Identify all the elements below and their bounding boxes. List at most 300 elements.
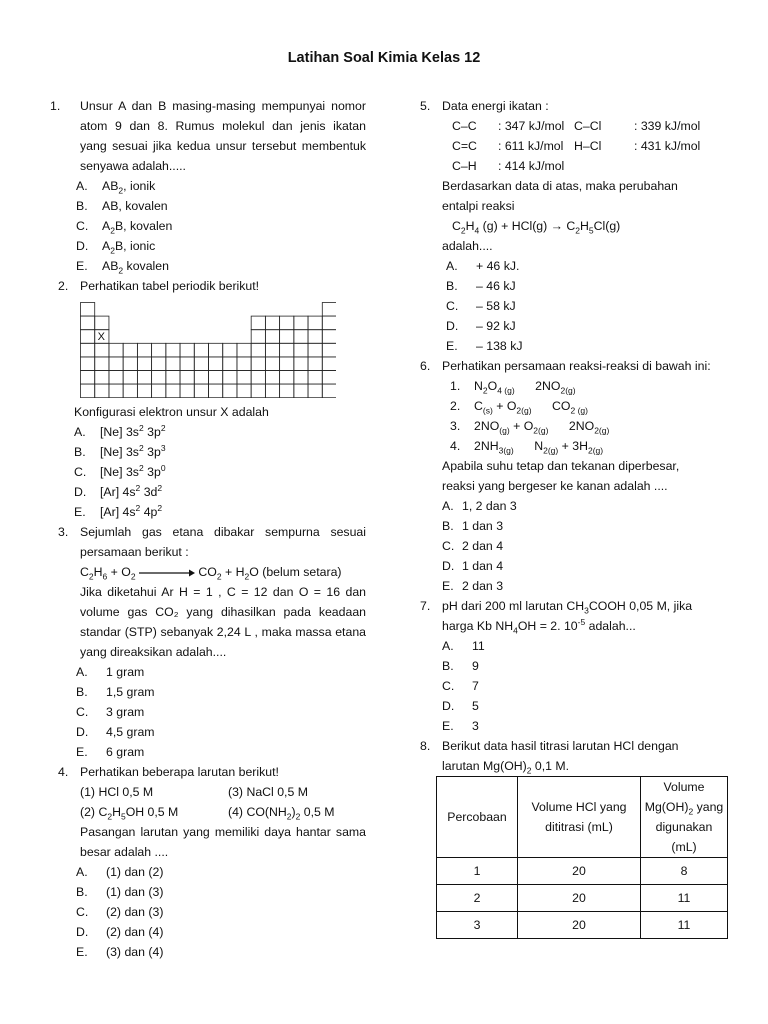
bond-energy-cell: C–H: [452, 159, 477, 173]
option-label: A.: [74, 425, 86, 439]
option-label: D.: [442, 699, 455, 713]
question-text-line: atom 9 dan 8. Rumus molekul dan jenis ikatan: [80, 119, 366, 133]
answer-option: [416, 316, 732, 336]
periodic-table-cell: [81, 330, 95, 344]
option-text: 2 dan 4: [462, 539, 504, 553]
answer-option: [416, 696, 732, 716]
option-text: 2 dan 3: [462, 579, 504, 593]
periodic-table-cell: [95, 384, 109, 398]
reaction-equation: $C_{(s)} + O_{2(g)}$ $CO_{2 (g)}$: [474, 399, 588, 416]
question-text-line: senyawa adalah.....: [80, 159, 186, 173]
table-cell: 11: [641, 912, 728, 939]
question-number: 1.: [50, 99, 61, 113]
solution-2: (2) $C_2H_5OH$ 0,5 M: [80, 805, 179, 822]
option-text: 7: [472, 679, 479, 693]
option-text: + 46 kJ.: [476, 259, 520, 273]
periodic-table-cell: [322, 330, 336, 344]
bond-energy-cell: : 414 kJ/mol: [498, 159, 565, 173]
question-number: 5.: [420, 99, 431, 113]
bond-energy-cell: C–Cl: [574, 119, 602, 133]
periodic-table-cell: [265, 316, 279, 330]
bond-energy-cell: C–C: [452, 119, 477, 133]
periodic-table-cell: [194, 371, 208, 385]
answer-option: [50, 722, 366, 742]
periodic-table-cell: [194, 343, 208, 357]
answer-option: [50, 462, 366, 482]
periodic-table-cell: [123, 371, 137, 385]
periodic-table-cell: [81, 371, 95, 385]
periodic-table-cell: [81, 303, 95, 317]
option-text: – 138 kJ: [476, 339, 523, 353]
question-text-line: 3. Sejumlah gas etana dibakar sempurna sesuai: [50, 522, 366, 542]
option-text: AB, kovalen: [102, 199, 168, 213]
periodic-table-cell: [137, 357, 151, 371]
question-text-line: standar (STP) sebanyak 2,24 L , maka massa etana: [80, 625, 366, 639]
answer-option: [416, 556, 732, 576]
option-label: D.: [76, 725, 89, 739]
solution-3: (3) NaCl 0,5 M: [228, 785, 308, 799]
option-label: C.: [442, 679, 455, 693]
option-text: $AB_2$, ionik: [102, 179, 156, 196]
periodic-table-cell: [194, 357, 208, 371]
periodic-table-cell: [95, 371, 109, 385]
right-column: [416, 96, 732, 946]
periodic-table-cell: [109, 343, 123, 357]
question-text-line: volume gas CO₂ yang dihasilkan pada keadaan: [80, 605, 366, 619]
table-row: [437, 858, 728, 885]
reaction-arrow-icon: [139, 568, 195, 578]
periodic-table-cell: [137, 371, 151, 385]
periodic-table-cell: [265, 357, 279, 371]
question-text-line: larutan $Mg(OH)_2$ 0,1 M.: [442, 759, 570, 776]
answer-option: [416, 336, 732, 356]
question-text-line: adalah....: [442, 239, 493, 253]
option-label: E.: [446, 339, 458, 353]
question-number: 7.: [420, 599, 431, 613]
periodic-table-cell: [251, 330, 265, 344]
left-column: [50, 96, 366, 962]
solution-row: [50, 802, 366, 822]
periodic-table-cell: [308, 357, 322, 371]
option-text: (2) dan (4): [106, 925, 164, 939]
answer-option: [416, 656, 732, 676]
periodic-table-cell: [251, 357, 265, 371]
periodic-table-cell: [194, 384, 208, 398]
option-text: – 46 kJ: [476, 279, 516, 293]
periodic-table-cell: [265, 330, 279, 344]
question-text-line: yang direaksikan adalah....: [80, 645, 227, 659]
bond-energy-cell: C=C: [452, 139, 477, 153]
periodic-table-cell: [152, 384, 166, 398]
table-row: [437, 885, 728, 912]
periodic-table-cell: [223, 343, 237, 357]
periodic-table-cell: [237, 371, 251, 385]
question-text-line: entalpi reaksi: [442, 199, 515, 213]
option-label: B.: [442, 659, 454, 673]
question-text-line: harga Kb $NH_4OH = 2$. $10^{-5}$ adalah...: [442, 616, 636, 636]
question-text-line: 2. Perhatikan tabel periodik berikut!: [50, 276, 366, 296]
periodic-table-cell: [209, 357, 223, 371]
option-text: 4,5 gram: [106, 725, 155, 739]
answer-option: [416, 636, 732, 656]
reaction-label: 1.: [450, 379, 461, 393]
answer-option: [50, 742, 366, 762]
periodic-table-cell: [308, 316, 322, 330]
question-1: [50, 96, 366, 276]
answer-option: [50, 862, 366, 882]
question-5: [416, 96, 732, 356]
option-label: C.: [76, 905, 89, 919]
reaction-item: [416, 376, 732, 396]
option-label: D.: [76, 239, 89, 253]
question-text-line: besar adalah ....: [80, 845, 169, 859]
periodic-table-cell: [280, 357, 294, 371]
table-cell: 11: [641, 885, 728, 912]
option-text: 6 gram: [106, 745, 145, 759]
periodic-table-cell: [251, 371, 265, 385]
option-label: B.: [76, 199, 88, 213]
periodic-table-cell: [280, 316, 294, 330]
answer-option: [50, 682, 366, 702]
periodic-table-cell: [209, 371, 223, 385]
option-label: D.: [442, 559, 455, 573]
periodic-table-cell: [237, 343, 251, 357]
periodic-table-cell: [294, 384, 308, 398]
option-text: $A_2B$, ionic: [102, 239, 156, 256]
periodic-table-cell: [152, 343, 166, 357]
option-text: 1,5 gram: [106, 685, 155, 699]
answer-option: [416, 716, 732, 736]
periodic-table-cell: [123, 343, 137, 357]
header-percobaan: Percobaan: [437, 777, 518, 858]
table-cell: 20: [518, 912, 641, 939]
periodic-table-cell: [223, 371, 237, 385]
question-text-line: Apabila suhu tetap dan tekanan diperbesar,: [442, 459, 680, 473]
periodic-table-cell: [280, 343, 294, 357]
bond-energy-row: [416, 136, 732, 156]
page-title: Latihan Soal Kimia Kelas 12: [287, 50, 481, 66]
periodic-table-cell: [322, 357, 336, 371]
answer-option: [50, 482, 366, 502]
answer-option: [416, 276, 732, 296]
option-list: [50, 662, 366, 762]
answer-option: [50, 902, 366, 922]
periodic-table-cell: [308, 384, 322, 398]
bond-energy-cell: : 347 kJ/mol: [498, 119, 565, 133]
reaction-equation: $2NH_{3(g)}$ $N_{2(g)} + 3H_{2(g)}$: [474, 439, 604, 456]
option-list: [416, 256, 732, 356]
answer-option: [416, 256, 732, 276]
periodic-table-cell: [308, 343, 322, 357]
periodic-table-cell: [152, 371, 166, 385]
periodic-table-cell: [95, 357, 109, 371]
periodic-table-cell: [166, 343, 180, 357]
periodic-table-cell: [294, 330, 308, 344]
option-text: $AB_2$ kovalen: [102, 259, 169, 276]
option-text: $A_2B$, kovalen: [102, 219, 173, 236]
option-label: C.: [442, 539, 455, 553]
question-number: 4.: [58, 765, 69, 779]
periodic-table-cell: [308, 371, 322, 385]
option-text: (2) dan (3): [106, 905, 164, 919]
option-list: [416, 496, 732, 596]
bond-energy-cell: : 431 kJ/mol: [634, 139, 701, 153]
table-cell: 2: [437, 885, 518, 912]
option-text: 9: [472, 659, 479, 673]
periodic-table-cell: [280, 371, 294, 385]
periodic-table-cell: [322, 371, 336, 385]
reaction-label: 4.: [450, 439, 461, 453]
answer-option: [50, 256, 366, 276]
reaction-item: [416, 396, 732, 416]
answer-option: [416, 676, 732, 696]
bond-energy-cell: : 611 kJ/mol: [498, 139, 564, 153]
answer-option: [416, 296, 732, 316]
question-text-line: 7. pH dari 200 ml larutan $CH_3COOH$ 0,05 M, jika: [416, 596, 732, 616]
answer-option: [416, 576, 732, 596]
option-text: [Ne] $3s^2$ $3p^3$: [100, 442, 166, 459]
periodic-table-figure: [50, 296, 366, 402]
question-3: [50, 522, 366, 762]
periodic-table-cell: [95, 316, 109, 330]
option-text: 1 gram: [106, 665, 145, 679]
table-row: [437, 912, 728, 939]
question-7: [416, 596, 732, 736]
equation-products: $CO_2 + H_2O$ (belum setara): [198, 565, 342, 582]
table-cell: 8: [641, 858, 728, 885]
option-label: D.: [74, 485, 87, 499]
option-text: 3: [472, 719, 479, 733]
answer-option: [50, 702, 366, 722]
equation-reactants: $C_2H_6 + O_2$: [80, 565, 136, 582]
periodic-table-cell: [95, 343, 109, 357]
bond-energy-list: [416, 116, 732, 176]
option-list: [50, 176, 366, 276]
question-8: [416, 736, 732, 946]
option-label: C.: [446, 299, 459, 313]
periodic-table-cell: [109, 371, 123, 385]
answer-option: [50, 922, 366, 942]
answer-option: [50, 502, 366, 522]
element-x-mark: X: [97, 330, 106, 343]
table-cell: 20: [518, 858, 641, 885]
option-text: 5: [472, 699, 479, 713]
question-text-line: 4. Perhatikan beberapa larutan berikut!: [50, 762, 366, 782]
bond-energy-row: [416, 116, 732, 136]
answer-option: [50, 882, 366, 902]
answer-option: [50, 662, 366, 682]
question-text-line: Konfigurasi elektron unsur X adalah: [74, 405, 269, 419]
periodic-table-cell: [166, 384, 180, 398]
option-text: [Ne] $3s^2$ $3p^0$: [100, 462, 166, 479]
table-header-row: [437, 777, 728, 858]
option-label: E.: [76, 945, 88, 959]
answer-option: [416, 516, 732, 536]
periodic-table-cell: [81, 343, 95, 357]
periodic-table-cell: [237, 357, 251, 371]
periodic-table-cell: [294, 371, 308, 385]
periodic-table-cell: [109, 357, 123, 371]
periodic-table-cell: [209, 384, 223, 398]
periodic-table-cell: [265, 371, 279, 385]
periodic-table-cell: [294, 343, 308, 357]
option-list: [50, 422, 366, 522]
option-text: (1) dan (2): [106, 865, 164, 879]
option-label: A.: [76, 665, 88, 679]
answer-option: [50, 216, 366, 236]
option-text: 3 gram: [106, 705, 145, 719]
answer-option: [50, 196, 366, 216]
bond-energy-row: [416, 156, 732, 176]
reaction-equation: $C_2H_4$ $(g) + HCl(g) \to C_2H_5Cl(g)$: [452, 219, 621, 236]
table-cell: 20: [518, 885, 641, 912]
question-2: [50, 276, 366, 522]
bond-energy-cell: : 339 kJ/mol: [634, 119, 701, 133]
periodic-table-cell: [123, 384, 137, 398]
question-text-line: 5. Data energi ikatan :: [416, 96, 732, 116]
periodic-table-cell: [223, 384, 237, 398]
periodic-table-cell: [294, 316, 308, 330]
option-label: E.: [442, 579, 454, 593]
option-text: [Ar] $4s^2$ $3d^2$: [100, 482, 163, 499]
answer-option: [50, 442, 366, 462]
header-volume-mgoh2: Volume $Mg(OH)_2$ yang digunakan (mL): [641, 777, 728, 858]
question-text-line: persamaan berikut :: [80, 545, 189, 559]
option-list: [416, 636, 732, 736]
solution-1: (1) HCl 0,5 M: [80, 785, 154, 799]
reaction-item: [416, 416, 732, 436]
question-text-line: yang sesuai jika kedua unsur tersebut membentuk: [80, 139, 366, 153]
periodic-table-cell: [180, 343, 194, 357]
periodic-table-cell: [251, 384, 265, 398]
periodic-table-cell: [322, 343, 336, 357]
periodic-table-cell: [294, 357, 308, 371]
periodic-table-cell: [322, 316, 336, 330]
periodic-table-cell: [137, 343, 151, 357]
option-text: [Ne] $3s^2$ $3p^2$: [100, 422, 166, 439]
periodic-table-cell: [251, 316, 265, 330]
periodic-table-cell: [322, 384, 336, 398]
question-text-line: Berdasarkan data di atas, maka perubahan: [442, 179, 678, 193]
periodic-table-cell: [180, 384, 194, 398]
periodic-table-cell: [308, 330, 322, 344]
option-label: C.: [74, 465, 87, 479]
periodic-table-cell: [81, 357, 95, 371]
option-label: D.: [446, 319, 459, 333]
option-label: B.: [76, 685, 88, 699]
question-text-line: Pasangan larutan yang memiliki daya hantar sama: [80, 825, 366, 839]
option-label: A.: [76, 865, 88, 879]
periodic-table-cell: [81, 316, 95, 330]
option-label: D.: [76, 925, 89, 939]
periodic-table-cell: [123, 357, 137, 371]
question-number: 6.: [420, 359, 431, 373]
periodic-table-cell: [166, 371, 180, 385]
reaction-label: 2.: [450, 399, 461, 413]
question-number: 8.: [420, 739, 431, 753]
answer-option: [50, 422, 366, 442]
reaction-equation: $N_2O_{4 (g)}$ $2NO_{2(g)}$: [474, 379, 576, 396]
periodic-table-cell: [265, 384, 279, 398]
question-number: 2.: [58, 279, 69, 293]
table-cell: 1: [437, 858, 518, 885]
periodic-table-cell: [109, 384, 123, 398]
periodic-table-cell: [280, 384, 294, 398]
question-4: [50, 762, 366, 962]
option-label: E.: [76, 259, 88, 273]
reaction-equation: $2NO_{(g)} + O_{2(g)}$ $2NO_{2(g)}$: [474, 419, 610, 436]
periodic-table-cell: [322, 303, 336, 317]
option-text: 1 dan 4: [462, 559, 504, 573]
bond-energy-cell: H–Cl: [574, 139, 602, 153]
option-text: – 92 kJ: [476, 319, 516, 333]
periodic-table-cell: [265, 343, 279, 357]
option-text: [Ar] $4s^2$ $4p^2$: [100, 502, 163, 519]
question-6: [416, 356, 732, 596]
option-label: A.: [446, 259, 458, 273]
option-label: B.: [76, 885, 88, 899]
reaction-equation: [50, 562, 366, 582]
periodic-table-cell: [280, 330, 294, 344]
option-text: (1) dan (3): [106, 885, 164, 899]
option-label: A.: [442, 639, 454, 653]
periodic-table-cell: [180, 357, 194, 371]
periodic-table-cell: [209, 343, 223, 357]
option-label: E.: [442, 719, 454, 733]
answer-option: [50, 942, 366, 962]
option-label: C.: [76, 219, 89, 233]
reaction-item: [416, 436, 732, 456]
titration-data-table: [436, 776, 728, 939]
periodic-table-cell: [137, 384, 151, 398]
question-text-line: Jika diketahui Ar H = 1 , C = 12 dan O = 16 dan: [80, 585, 366, 599]
titration-table-wrap: [416, 776, 732, 946]
question-text-line: 8. Berikut data hasil titrasi larutan HCl dengan: [416, 736, 732, 756]
reaction-list: [416, 376, 732, 456]
option-label: A.: [76, 179, 88, 193]
option-label: E.: [76, 745, 88, 759]
periodic-table-cell: [166, 357, 180, 371]
option-text: 11: [472, 639, 485, 653]
option-text: 1, 2 dan 3: [462, 499, 517, 513]
question-number: 3.: [58, 525, 69, 539]
answer-option: [416, 536, 732, 556]
option-text: – 58 kJ: [476, 299, 516, 313]
option-text: (3) dan (4): [106, 945, 164, 959]
option-label: B.: [442, 519, 454, 533]
option-label: C.: [76, 705, 89, 719]
answer-option: [416, 496, 732, 516]
periodic-table-grid: [80, 302, 336, 398]
periodic-table-cell: [223, 357, 237, 371]
solution-row: [50, 782, 366, 802]
answer-option: [50, 236, 366, 256]
reaction-label: 3.: [450, 419, 461, 433]
option-label: E.: [74, 505, 86, 519]
question-text-line: 6. Perhatikan persamaan reaksi-reaksi di bawah ini:: [416, 356, 732, 376]
option-label: B.: [446, 279, 458, 293]
periodic-table-cell: [152, 357, 166, 371]
table-cell: 3: [437, 912, 518, 939]
option-label: A.: [442, 499, 454, 513]
periodic-table-cell: [251, 343, 265, 357]
periodic-table-cell: [180, 371, 194, 385]
periodic-table-cell: [81, 384, 95, 398]
option-label: B.: [74, 445, 86, 459]
option-list: [50, 862, 366, 962]
answer-option: [50, 176, 366, 196]
solution-4: (4) $CO(NH_2)_2$ 0,5 M: [228, 805, 335, 822]
